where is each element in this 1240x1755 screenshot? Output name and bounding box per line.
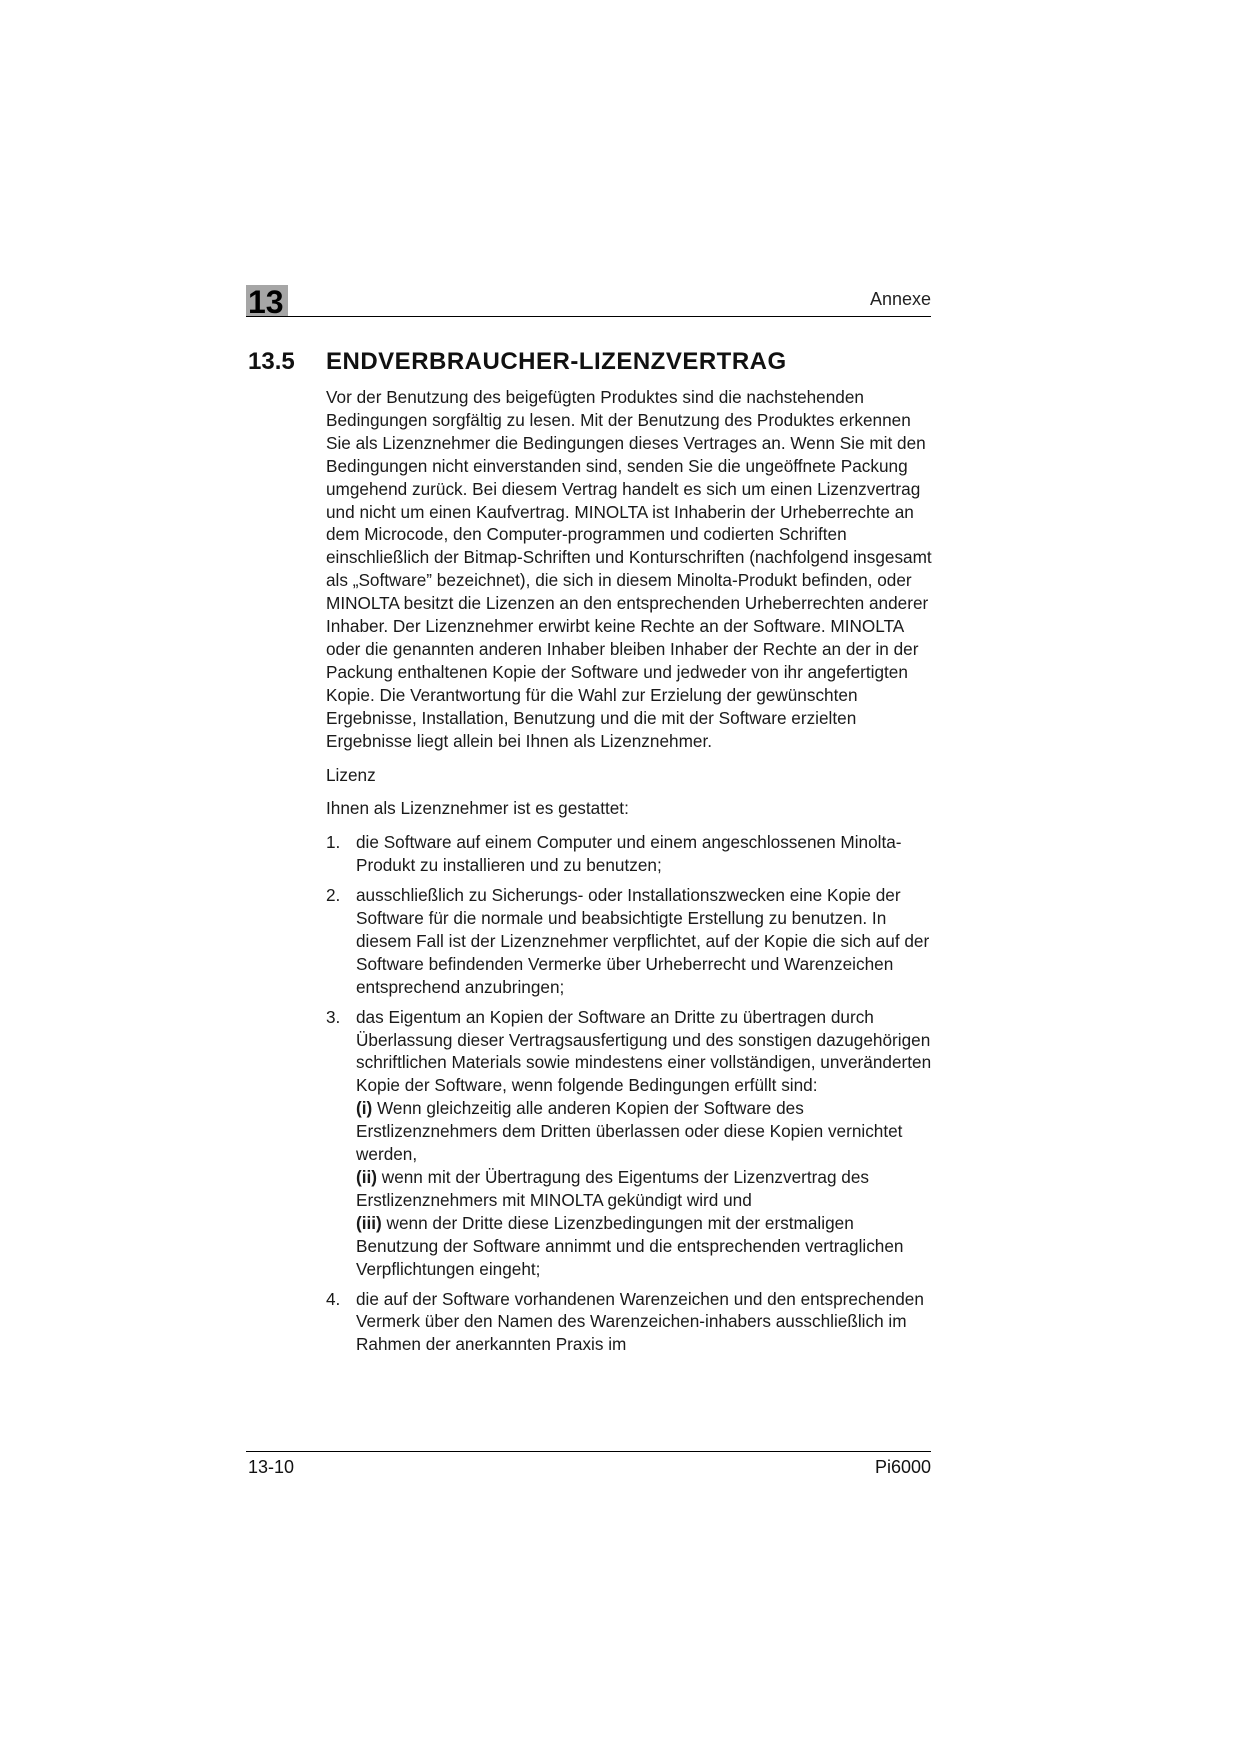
license-heading: Lizenz	[326, 764, 376, 785]
product-name: Pi6000	[874, 1457, 931, 1477]
condition-label: (i)	[356, 1098, 373, 1119]
list-item	[326, 1006, 934, 1281]
list-item	[326, 884, 934, 999]
list-item-number: 2.	[326, 885, 341, 906]
section-number: 13.5	[248, 348, 295, 375]
condition-iii	[356, 1212, 934, 1281]
header-divider	[246, 316, 931, 317]
condition-text: Wenn gleichzeitig alle anderen Kopien der Software des Erstlizenznehmers dem Dritten überlassen oder diese Kopien vernichtet werden,	[356, 1098, 903, 1165]
list-item-text: ausschließlich zu Sicherungs- oder Installationszwecken eine Kopie der Software für die normale und beabsichtigte Erstellung zu benutzen. In diesem Fall ist der Lizenznehmer verpflichtet, auf der Kopie die sich auf der Software befindenden Vermerke über Urheberrecht und Warenzeichen entsprechend anzubringen;	[356, 885, 930, 997]
chapter-label: Annexe	[869, 289, 931, 309]
section-title: ENDVERBRAUCHER-LIZENZVERTRAG	[326, 348, 787, 375]
document-body	[326, 386, 934, 1363]
condition-text: wenn mit der Übertragung des Eigentums der Lizenzvertrag des Erstlizenznehmers mit MINOLTA gekündigt wird und	[356, 1167, 870, 1210]
permissions-list	[326, 831, 934, 1356]
list-item-number: 4.	[326, 1288, 341, 1309]
list-item-number: 3.	[326, 1006, 341, 1027]
condition-ii	[356, 1166, 934, 1212]
list-item-text: die auf der Software vorhandenen Warenzeichen und den entsprechenden Vermerk über den Namen des Warenzeichen-inhabers ausschließlich im Rahmen der anerkannten Praxis im	[356, 1288, 924, 1355]
condition-label: (iii)	[356, 1212, 382, 1233]
condition-i	[356, 1097, 934, 1166]
footer-divider	[246, 1451, 931, 1452]
condition-text: wenn der Dritte diese Lizenzbedingungen mit der erstmaligen Benutzung der Software annimmt und die entsprechenden vertraglichen Verpflichtungen eingeht;	[356, 1212, 904, 1279]
condition-label: (ii)	[356, 1167, 377, 1187]
chapter-number: 13	[248, 284, 284, 320]
list-item-number: 1.	[326, 832, 341, 853]
permitted-intro: Ihnen als Lizenznehmer ist es gestattet:	[326, 798, 629, 819]
list-item	[326, 1288, 934, 1357]
page-number: 13-10	[248, 1457, 295, 1477]
list-item-text: die Software auf einem Computer und einem angeschlossenen Minolta-Produkt zu installieren und zu benutzen;	[356, 832, 902, 876]
intro-paragraph: Vor der Benutzung des beigefügten Produktes sind die nachstehenden Bedingungen sorgfältig zu lesen. Mit der Benutzung des Produktes erkennen Sie als Lizenznehmer die Bedingungen dieses Vertrages an. Wenn Sie mit den Bedingungen nicht einverstanden sind, senden Sie die ungeöffnete Packung umgehend zurück. Bei diesem Vertrag handelt es sich um einen Lizenzvertrag und nicht um einen Kaufvertrag. MINOLTA ist Inhaberin der Urheberrechte an dem Microcode, den Computer-programmen und codierten Schriften einschließlich der Bitmap-Schriften und Konturschriften (nachfolgend insgesamt als „Software” bezeichnet), die sich in diesem Minolta-Produkt befinden, oder MINOLTA besitzt die Lizenzen an den entsprechenden Urheberrechten anderer Inhaber. Der Lizenznehmer erwirbt keine Rechte an der Software. MINOLTA oder die genannten anderen Inhaber bleiben Inhaber der Rechte an der in der Packung enthaltenen Kopie der Software und jedweder von ihr angefertigten Kopie. Die Verantwortung für die Wahl zur Erzielung der gewünschten Ergebnisse, Installation, Benutzung und die mit der Software erzielten Ergebnisse liegt allein bei Ihnen als Lizenznehmer.	[326, 387, 932, 751]
list-item	[326, 831, 934, 877]
list-item-text: das Eigentum an Kopien der Software an Dritte zu übertragen durch Überlassung dieser Vertragsausfertigung und des sonstigen dazugehörigen schriftlichen Materials sowie mindestens einer vollständigen, unveränderten Kopie der Software, wenn folgende Bedingungen erfüllt sind:	[356, 1006, 932, 1096]
